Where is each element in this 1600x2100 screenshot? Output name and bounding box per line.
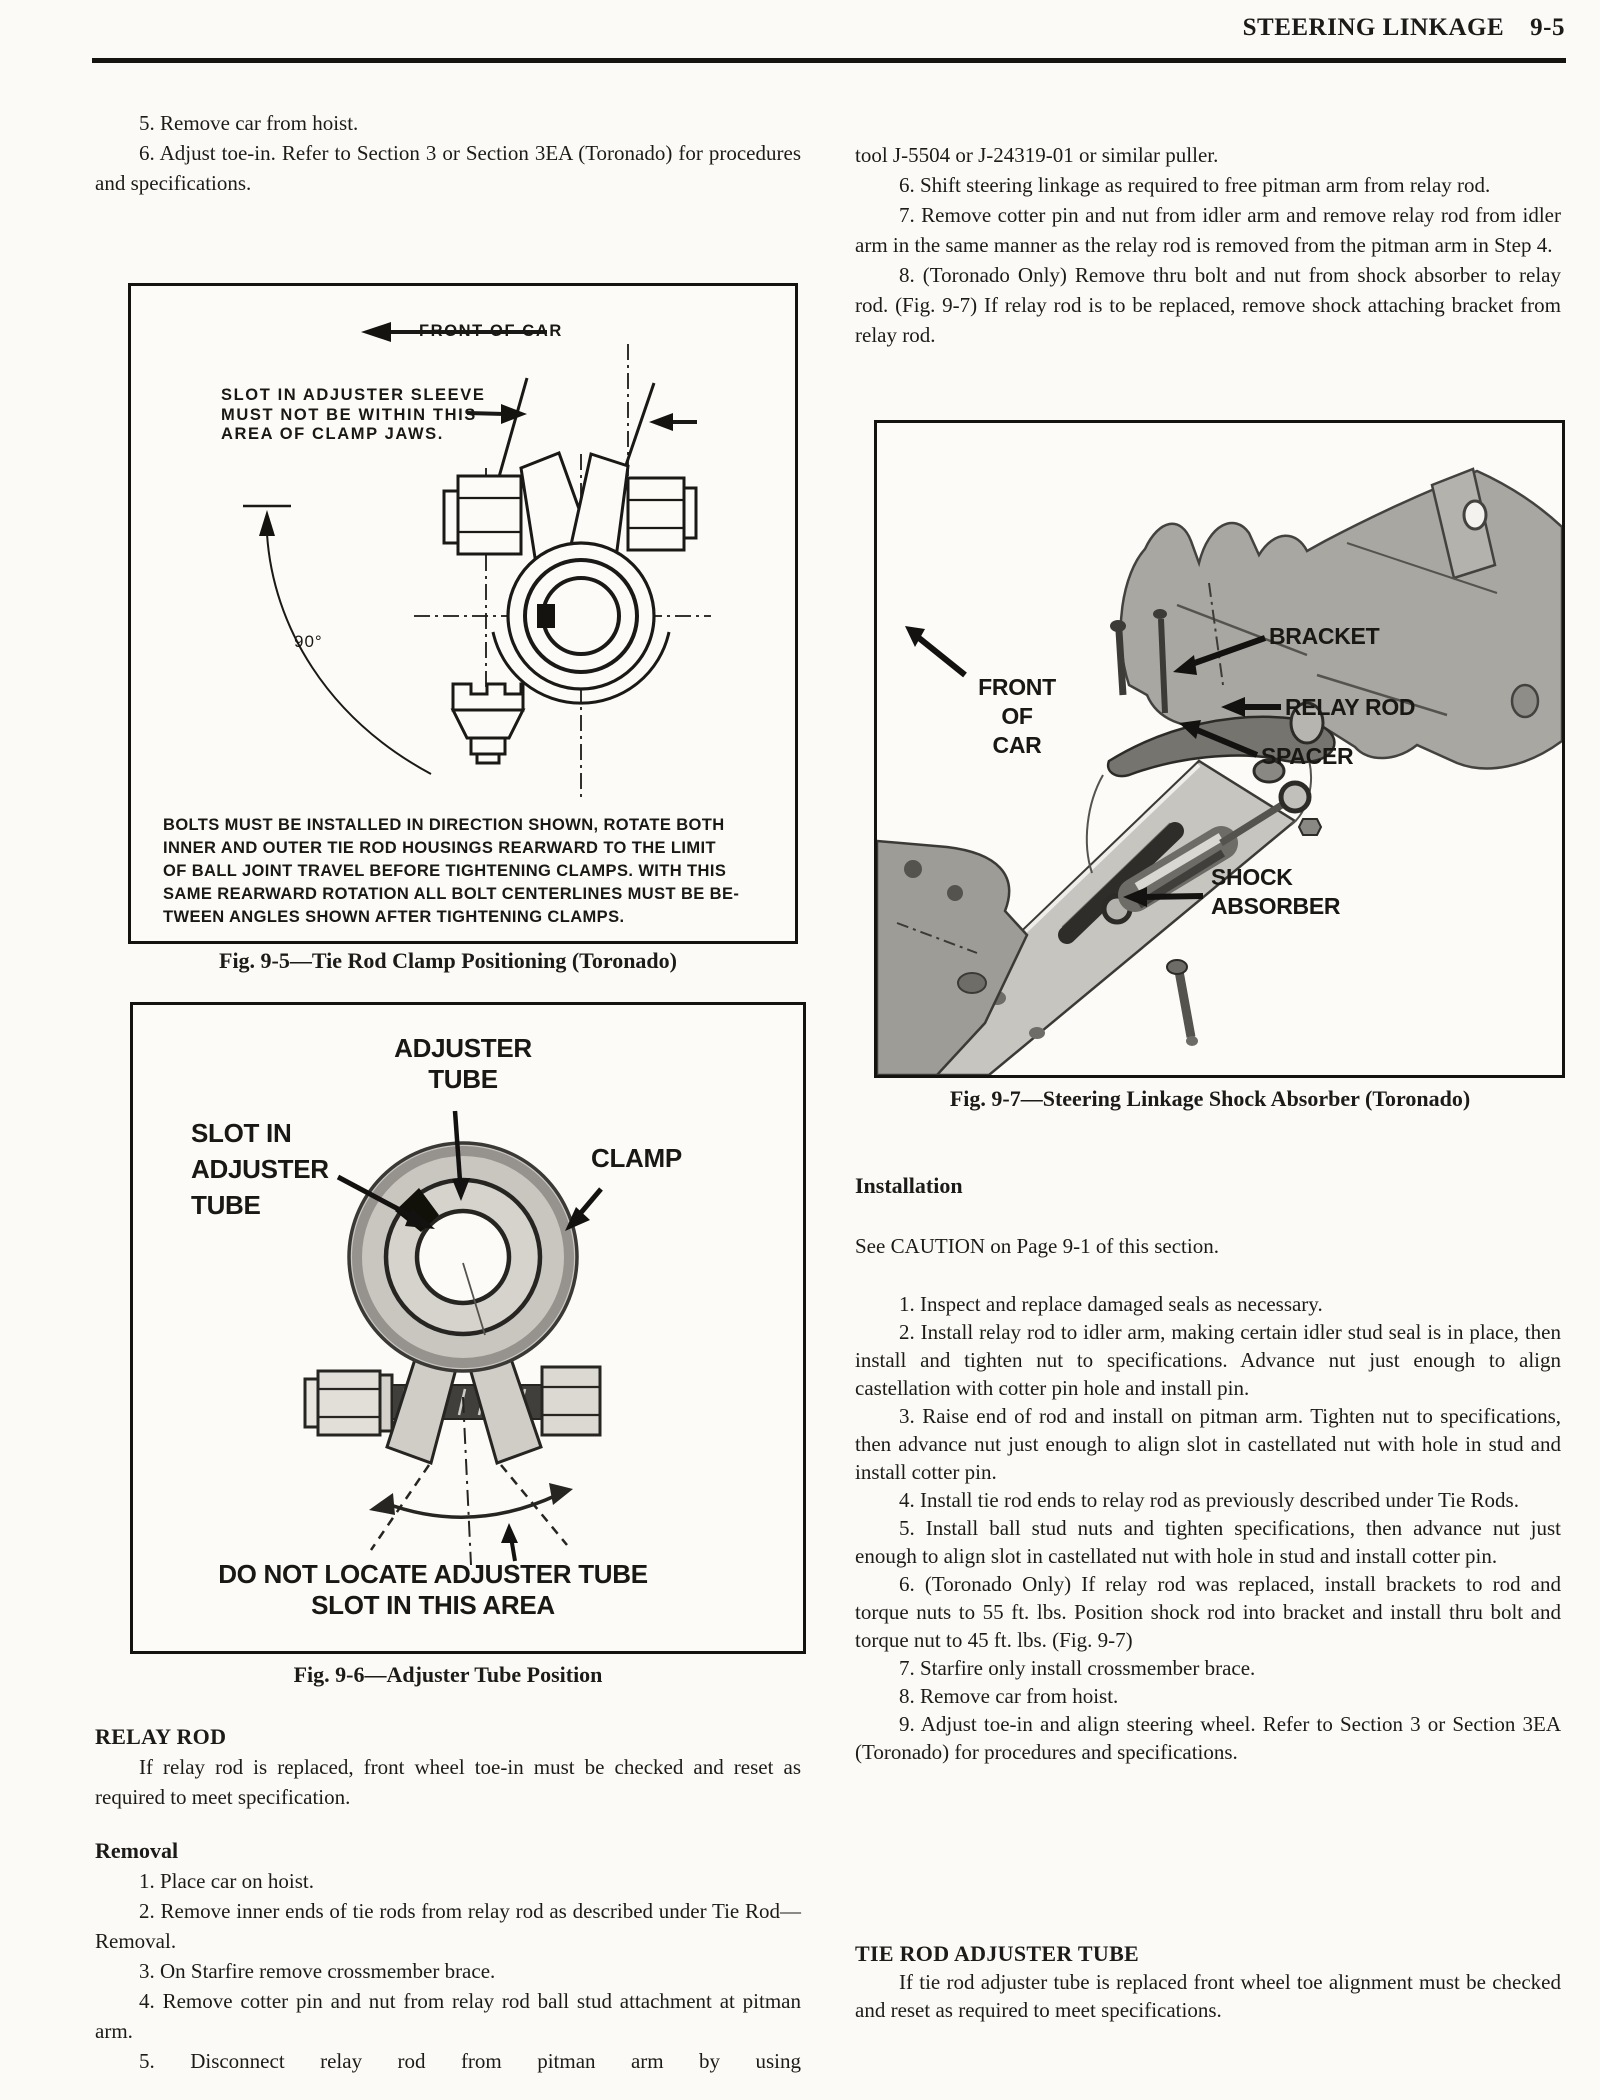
list-item: 7. Remove cotter pin and nut from idler arm and remove relay rod from idler arm in the same manner as the relay rod is removed from the pitman arm in Step 4. xyxy=(855,203,1561,257)
page-title: STEERING LINKAGE xyxy=(1242,14,1505,41)
removal-section xyxy=(95,1836,801,2076)
label-line: TUBE xyxy=(428,1064,498,1094)
list-item: 7. Starfire only install crossmember brace. xyxy=(899,1656,1256,1680)
note-line: BOLTS MUST BE INSTALLED IN DIRECTION SHOWN, ROTATE BOTH xyxy=(163,816,725,834)
relay-rod-section xyxy=(95,1722,801,1812)
note-line: SAME REARWARD ROTATION ALL BOLT CENTERLINES MUST BE BE- xyxy=(163,885,740,903)
label-line: FRONT OF xyxy=(978,674,1056,729)
section-heading-removal: Removal xyxy=(95,1838,179,1863)
figure-label-shock-absorber xyxy=(1211,863,1340,921)
figure-caption-9-5: Fig. 9-5—Tie Rod Clamp Positioning (Toronado) xyxy=(219,948,677,973)
figure-caption-9-7: Fig. 9-7—Steering Linkage Shock Absorber (Toronado) xyxy=(949,1086,1471,1111)
list-item: 4. Install tie rod ends to relay rod as previously described under Tie Rods. xyxy=(899,1488,1519,1512)
adjuster-tube-ring xyxy=(349,1143,577,1371)
tie-rod-adjuster-tube-section xyxy=(855,1940,1561,2024)
right-pointer-arrow xyxy=(649,413,697,431)
note-line: INNER AND OUTER TIE ROD HOUSINGS REARWARD TO THE LIMIT xyxy=(163,839,716,857)
list-item: 3. Raise end of rod and install on pitman arm. Tighten nut to specifications, then advance nut just enough to align slot in castellated nut with hole in stud and install cotter pin. xyxy=(855,1404,1561,1484)
clamp-bolt-right xyxy=(628,478,696,550)
figure-label-spacer: SPACER xyxy=(1261,743,1354,769)
clamp-bolt-left xyxy=(444,476,521,554)
caution-reference: See CAUTION on Page 9-1 of this section. xyxy=(855,1234,1219,1258)
slot-note-line: MUST NOT BE WITHIN THIS xyxy=(221,405,477,424)
body-paragraph: 6. Adjust toe-in. Refer to Section 3 or Section 3EA (Toronado) for procedures and specifications. xyxy=(95,141,801,195)
figure-caption-9-6: Fig. 9-6—Adjuster Tube Position xyxy=(293,1662,603,1687)
slot-note-line: AREA OF CLAMP JAWS. xyxy=(221,425,444,443)
list-item: 2. Install relay rod to idler arm, making certain idler stud seal is in place, then install and tighten nut to specifications. Advance nut just enough to align castellation with cotter pin hole and install pin. xyxy=(855,1320,1561,1400)
section-heading-relay-rod: RELAY ROD xyxy=(95,1724,227,1749)
label-line: ABSORBER xyxy=(1211,893,1341,919)
label-line: CAR xyxy=(992,732,1042,758)
list-item: 1. Place car on hoist. xyxy=(139,1869,314,1893)
list-item: 5. Install ball stud nuts and tighten specifications, then advance nut just enough to align slot in castellated nut with hole in stud and install cotter pin. xyxy=(855,1516,1561,1568)
list-item: 5. Disconnect relay rod from pitman arm by using xyxy=(139,2049,801,2073)
slot-note-line: SLOT IN ADJUSTER SLEEVE xyxy=(221,386,486,404)
body-paragraph: If relay rod is replaced, front wheel toe-in must be checked and reset as required to meet specification. xyxy=(95,1755,801,1809)
label-line: SLOT IN THIS AREA xyxy=(311,1590,555,1620)
figure-9-5 xyxy=(128,283,798,944)
figure-label-bracket: BRACKET xyxy=(1269,623,1380,649)
body-paragraph: tool J-5504 or J-24319-01 or similar puller. xyxy=(855,143,1219,167)
figure-9-6 xyxy=(130,1002,806,1654)
body-paragraph: 5. Remove car from hoist. xyxy=(139,111,359,135)
body-paragraph: If tie rod adjuster tube is replaced front wheel toe alignment must be checked and reset as required to meet specifications. xyxy=(855,1970,1561,2022)
note-line: OF BALL JOINT TRAVEL BEFORE TIGHTENING CLAMPS. WITH THIS xyxy=(163,862,727,880)
section-heading-tie-rod-adjuster-tube: TIE ROD ADJUSTER TUBE xyxy=(855,1941,1140,1966)
list-item: 2. Remove inner ends of tie rods from relay rod as described under Tie Rod—Removal. xyxy=(95,1899,801,1953)
figure-label-do-not-locate xyxy=(193,1559,673,1621)
figure-label-slot-note xyxy=(221,386,485,445)
page-header xyxy=(0,14,1565,42)
thru-bolt xyxy=(1167,960,1198,1046)
page-number: 9-5 xyxy=(1530,14,1565,41)
list-item: 4. Remove cotter pin and nut from relay rod ball stud attachment at pitman arm. xyxy=(95,1989,801,2043)
castle-nut xyxy=(453,684,523,763)
header-rule xyxy=(92,58,1566,63)
figure-label-angle: 90° xyxy=(294,632,323,651)
list-item: 9. Adjust toe-in and align steering wheel. Refer to Section 3 or Section 3EA (Toronado) for procedures and specifications. xyxy=(855,1712,1561,1764)
list-item: 6. Shift steering linkage as required to free pitman arm from relay rod. xyxy=(899,173,1491,197)
figure-label-front-of-car: FRONT OF CAR xyxy=(419,322,563,340)
label-line: DO NOT LOCATE ADJUSTER TUBE xyxy=(218,1559,648,1589)
section-heading-installation: Installation xyxy=(855,1173,963,1198)
list-item: 1. Inspect and replace damaged seals as necessary. xyxy=(899,1292,1323,1316)
label-line: SHOCK xyxy=(1211,864,1293,890)
right-continuation xyxy=(855,140,1561,350)
adjuster-tube-drawing xyxy=(133,1005,803,1651)
figure-label-slot-in-adjuster-tube xyxy=(191,1115,329,1223)
figure-label-clamp: CLAMP xyxy=(591,1143,682,1173)
figure-label-relay-rod: RELAY ROD xyxy=(1285,694,1416,720)
note-line: TWEEN ANGLES SHOWN AFTER TIGHTENING CLAMPS. xyxy=(163,908,625,926)
ninety-degree-arc xyxy=(243,506,431,774)
list-item: 6. (Toronado Only) If relay rod was replaced, install brackets to rod and torque nuts to 55 ft. lbs. Position shock rod into bracket and install thru bolt and torque nut to 45 ft. lbs. (Fig. 9-7) xyxy=(855,1572,1561,1652)
list-item: 3. On Starfire remove crossmember brace. xyxy=(139,1959,496,1983)
figure-note xyxy=(163,814,777,929)
spacer-gap xyxy=(855,1260,1561,1290)
label-line: SLOT IN xyxy=(191,1118,292,1148)
figure-label-front-of-car xyxy=(967,673,1067,760)
figure-9-7 xyxy=(874,420,1565,1078)
figure-label-adjuster-tube xyxy=(383,1033,543,1095)
ball-joint-housing xyxy=(493,543,669,703)
label-line: ADJUSTER xyxy=(394,1033,532,1063)
list-item: 8. (Toronado Only) Remove thru bolt and nut from shock absorber to relay rod. (Fig. 9-7) If relay rod is to be replaced, remove shock attaching bracket from relay rod. xyxy=(855,263,1561,347)
left-intro xyxy=(95,108,801,198)
label-line: ADJUSTER xyxy=(191,1154,329,1184)
list-item: 8. Remove car from hoist. xyxy=(899,1684,1119,1708)
label-line: TUBE xyxy=(191,1190,261,1220)
installation-section xyxy=(855,1172,1561,1766)
